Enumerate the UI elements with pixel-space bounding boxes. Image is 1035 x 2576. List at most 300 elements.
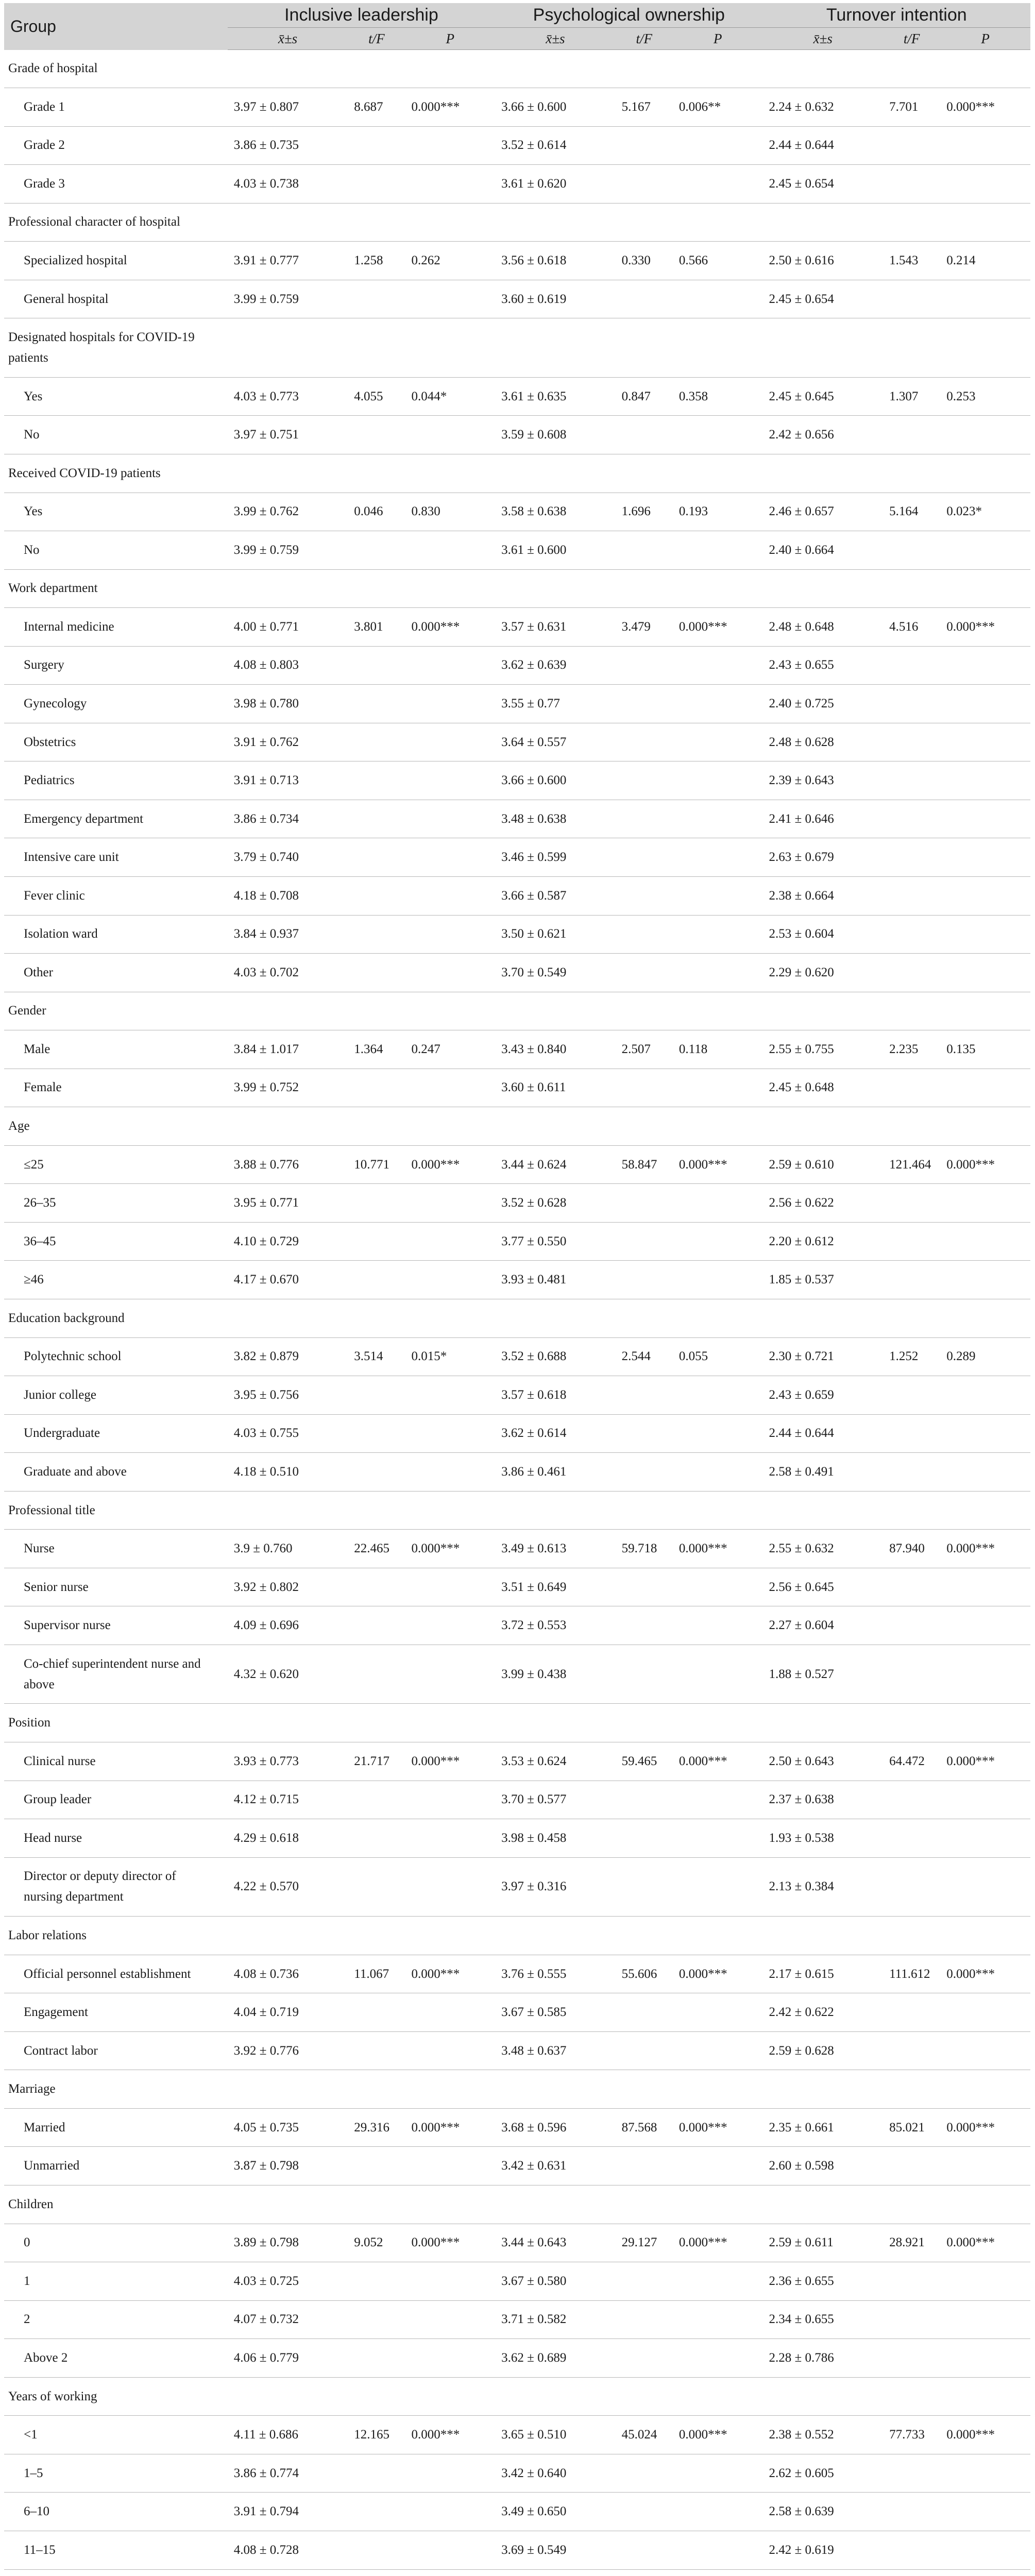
table-row [4,1819,1030,1858]
empty-cell [763,1107,884,1146]
row-label: 6–10 [4,2493,228,2531]
p-value-cell [405,1069,495,1107]
p-value-cell [673,126,763,165]
mean-sd-cell: 4.04 ± 0.719 [228,1993,348,2032]
inclusive-leadership-header: Inclusive leadership [228,3,495,28]
t-f-cell [348,1261,405,1299]
empty-cell [495,203,616,242]
p-value-cell [405,1414,495,1453]
table-row [4,1414,1030,1453]
t-f-cell [883,1857,940,1917]
p-value-cell [940,1568,1030,1606]
mean-sd-cell: 3.44 ± 0.643 [495,2224,616,2262]
mean-sd-cell: 2.44 ± 0.644 [763,126,884,165]
p-header: P [405,28,495,50]
category-row [4,1107,1030,1146]
t-f-cell [348,126,405,165]
p-value-cell [940,685,1030,723]
empty-cell [883,1917,940,1955]
mean-sd-cell: 4.08 ± 0.803 [228,646,348,685]
empty-cell [495,1491,616,1530]
p-value-cell [940,1222,1030,1261]
table-row [4,1069,1030,1107]
t-f-cell: 1.252 [883,1337,940,1376]
mean-sd-cell: 3.72 ± 0.553 [495,1606,616,1645]
empty-cell [228,569,348,608]
row-label: 1 [4,2262,228,2301]
mean-sd-cell: 2.34 ± 0.655 [763,2300,884,2339]
t-f-cell [883,531,940,570]
p-value-cell [940,2031,1030,2070]
mean-sd-cell: 3.62 ± 0.689 [495,2339,616,2378]
category-row [4,1299,1030,1338]
mean-sd-cell: 3.97 ± 0.807 [228,88,348,127]
mean-sd-cell: 2.63 ± 0.679 [763,838,884,877]
t-f-cell [348,954,405,992]
empty-cell [940,318,1030,378]
t-f-cell: 9.052 [348,2224,405,2262]
row-label: Yes [4,377,228,416]
row-label: Male [4,1030,228,1069]
table-row [4,2147,1030,2185]
empty-cell [763,569,884,608]
mean-sd-cell: 3.59 ± 0.608 [495,416,616,454]
empty-cell [883,1299,940,1338]
p-value-cell [673,2147,763,2185]
table-row [4,2031,1030,2070]
p-value-cell [405,2339,495,2378]
p-value-cell: 0.566 [673,242,763,280]
mean-sd-cell: 3.70 ± 0.577 [495,1781,616,1819]
mean-sd-cell: 3.71 ± 0.582 [495,2300,616,2339]
t-f-cell [616,723,673,761]
mean-sd-cell: 2.20 ± 0.612 [763,1222,884,1261]
mean-sd-cell: 3.50 ± 0.621 [495,915,616,954]
row-label: Internal medicine [4,608,228,647]
mean-sd-header: x̄±s [228,28,348,50]
table-row [4,1222,1030,1261]
t-f-cell [883,915,940,954]
row-label: ≤25 [4,1145,228,1184]
mean-sd-cell: 3.92 ± 0.776 [228,2031,348,2070]
t-f-cell [616,876,673,915]
t-f-cell: 121.464 [883,1145,940,1184]
t-f-cell [616,1568,673,1606]
p-value-cell: 0.000*** [940,608,1030,647]
empty-cell [616,203,673,242]
empty-cell [405,992,495,1030]
row-label: Engagement [4,1993,228,2032]
category-label: Professional character of hospital [4,203,228,242]
empty-cell [940,1491,1030,1530]
empty-cell [495,2377,616,2416]
table-row [4,1337,1030,1376]
t-f-cell [348,1069,405,1107]
table-header [4,3,1030,50]
p-value-cell [673,2262,763,2301]
row-label: ≥46 [4,1261,228,1299]
p-value-cell: 0.000*** [673,608,763,647]
t-f-cell [348,1376,405,1415]
p-value-cell [673,800,763,838]
mean-sd-cell: 3.62 ± 0.614 [495,1414,616,1453]
p-value-cell: 0.000*** [673,1955,763,1993]
empty-cell [228,1704,348,1742]
mean-sd-cell: 3.66 ± 0.600 [495,761,616,800]
t-f-cell: 59.465 [616,1742,673,1781]
empty-cell [495,569,616,608]
p-value-cell [673,1645,763,1704]
mean-sd-cell: 2.38 ± 0.664 [763,876,884,915]
p-value-cell: 0.358 [673,377,763,416]
t-f-cell: 8.687 [348,88,405,127]
mean-sd-cell: 2.36 ± 0.655 [763,2262,884,2301]
p-value-cell [405,1222,495,1261]
t-f-cell [883,2147,940,2185]
p-value-cell [940,1453,1030,1492]
mean-sd-cell: 3.91 ± 0.777 [228,242,348,280]
p-value-cell [405,2031,495,2070]
t-f-cell [616,2454,673,2493]
row-label: 36–45 [4,1222,228,1261]
t-f-cell [883,876,940,915]
mean-sd-cell: 2.37 ± 0.638 [763,1781,884,1819]
t-f-cell [616,1453,673,1492]
empty-cell [495,1299,616,1338]
row-label: Surgery [4,646,228,685]
mean-sd-cell: 3.76 ± 0.555 [495,1955,616,1993]
row-label: Polytechnic school [4,1337,228,1376]
t-f-cell: 4.516 [883,608,940,647]
t-f-cell [883,1184,940,1223]
row-label: No [4,416,228,454]
p-value-cell [673,2031,763,2070]
row-label: Grade 2 [4,126,228,165]
t-f-cell [883,723,940,761]
t-f-cell: 87.940 [883,1530,940,1568]
t-f-cell [616,2339,673,2378]
p-value-cell [940,2531,1030,2569]
table-row [4,2454,1030,2493]
p-value-cell: 0.000*** [940,2224,1030,2262]
p-value-cell [405,838,495,877]
category-row [4,1917,1030,1955]
p-value-cell: 0.000*** [673,2108,763,2147]
p-value-cell [940,838,1030,877]
empty-cell [616,1917,673,1955]
t-f-cell: 58.847 [616,1145,673,1184]
mean-sd-cell: 3.46 ± 0.599 [495,838,616,877]
t-f-cell [348,1993,405,2032]
table-row [4,1030,1030,1069]
table-row [4,1645,1030,1704]
p-value-cell [940,1819,1030,1858]
mean-sd-cell: 3.62 ± 0.639 [495,646,616,685]
category-label: Professional title [4,1491,228,1530]
table-row [4,165,1030,204]
p-value-cell [405,416,495,454]
p-value-cell [940,2339,1030,2378]
p-value-cell: 0.247 [405,1030,495,1069]
mean-sd-cell: 2.30 ± 0.721 [763,1337,884,1376]
table-body [4,50,1030,2576]
category-row [4,569,1030,608]
p-value-cell [940,800,1030,838]
mean-sd-cell: 4.09 ± 0.696 [228,1606,348,1645]
mean-sd-cell: 3.86 ± 0.461 [495,1453,616,1492]
t-f-cell [616,1606,673,1645]
mean-sd-cell: 3.58 ± 0.638 [495,493,616,531]
mean-sd-cell: 4.03 ± 0.725 [228,2262,348,2301]
mean-sd-cell: 2.29 ± 0.620 [763,954,884,992]
empty-cell [883,1107,940,1146]
mean-sd-cell: 3.43 ± 0.840 [495,1030,616,1069]
empty-cell [616,1704,673,1742]
t-f-cell: 1.696 [616,493,673,531]
mean-sd-cell: 3.53 ± 0.624 [495,1742,616,1781]
p-value-cell [405,1819,495,1858]
mean-sd-cell: 3.87 ± 0.798 [228,2147,348,2185]
empty-cell [763,203,884,242]
empty-cell [763,2377,884,2416]
p-value-cell [405,876,495,915]
p-value-cell [405,2454,495,2493]
mean-sd-cell: 3.93 ± 0.481 [495,1261,616,1299]
category-label: Years of working [4,2377,228,2416]
empty-cell [883,992,940,1030]
empty-cell [405,2185,495,2224]
mean-sd-cell: 3.66 ± 0.587 [495,876,616,915]
p-value-cell: 0.015* [405,1337,495,1376]
t-f-header: t/F [883,28,940,50]
t-f-cell [883,2569,940,2576]
empty-cell [940,2185,1030,2224]
empty-cell [763,1704,884,1742]
p-value-cell [940,1781,1030,1819]
t-f-cell: 5.164 [883,493,940,531]
t-f-cell: 2.235 [883,1030,940,1069]
mean-sd-cell: 3.86 ± 0.735 [228,126,348,165]
t-f-cell: 55.606 [616,1955,673,1993]
mean-sd-cell: 3.98 ± 0.458 [495,1819,616,1858]
empty-cell [763,992,884,1030]
table-row [4,2224,1030,2262]
mean-sd-cell: 3.93 ± 0.773 [228,1742,348,1781]
p-value-cell: 0.000*** [405,1530,495,1568]
p-value-cell [940,2569,1030,2576]
p-value-cell [405,2531,495,2569]
t-f-cell: 2.507 [616,1030,673,1069]
row-label: Emergency department [4,800,228,838]
p-value-cell [673,280,763,318]
empty-cell [228,2185,348,2224]
empty-cell [405,203,495,242]
t-f-cell [883,1819,940,1858]
t-f-cell: 59.718 [616,1530,673,1568]
mean-sd-cell: 2.55 ± 0.632 [763,1530,884,1568]
mean-sd-cell: 2.45 ± 0.654 [763,280,884,318]
empty-cell [673,2185,763,2224]
empty-cell [673,1299,763,1338]
category-label: Gender [4,992,228,1030]
p-value-cell [940,1993,1030,2032]
empty-cell [348,992,405,1030]
empty-cell [348,50,405,88]
t-f-cell [616,2300,673,2339]
mean-sd-cell: 2.59 ± 0.610 [763,1145,884,1184]
p-value-cell: 0.000*** [940,1530,1030,1568]
category-label: Education background [4,1299,228,1338]
table-row [4,761,1030,800]
t-f-cell: 0.046 [348,493,405,531]
t-f-cell [616,126,673,165]
p-value-cell: 0.044* [405,377,495,416]
empty-cell [348,1917,405,1955]
row-label: 2 [4,2300,228,2339]
p-value-cell [673,2454,763,2493]
empty-cell [763,1491,884,1530]
t-f-cell: 0.847 [616,377,673,416]
p-value-cell [405,1857,495,1917]
empty-cell [673,1107,763,1146]
table-row [4,126,1030,165]
p-value-cell [405,1184,495,1223]
mean-sd-cell: 3.86 ± 0.734 [228,800,348,838]
mean-sd-cell: 3.70 ± 0.549 [495,954,616,992]
category-row [4,2070,1030,2109]
table-row [4,1453,1030,1492]
t-f-cell [883,2493,940,2531]
p-value-cell [405,761,495,800]
row-label: General hospital [4,280,228,318]
empty-cell [348,1491,405,1530]
t-f-cell [883,280,940,318]
mean-sd-cell: 2.45 ± 0.645 [763,377,884,416]
mean-sd-cell: 2.58 ± 0.639 [763,2493,884,2531]
mean-sd-cell: 3.67 ± 0.585 [495,1993,616,2032]
mean-sd-cell: 3.42 ± 0.631 [495,2147,616,2185]
p-value-cell [673,1606,763,1645]
empty-cell [495,2185,616,2224]
mean-sd-cell: 2.28 ± 0.786 [763,2339,884,2378]
row-label: 0 [4,2224,228,2262]
t-f-cell [348,2493,405,2531]
mean-sd-cell: 2.44 ± 0.644 [763,1414,884,1453]
p-value-cell: 0.000*** [673,2224,763,2262]
empty-cell [673,2070,763,2109]
category-label: Labor relations [4,1917,228,1955]
empty-cell [228,992,348,1030]
category-row [4,318,1030,378]
table-row [4,1145,1030,1184]
t-f-cell [616,838,673,877]
mean-sd-cell: 4.32 ± 0.620 [228,1645,348,1704]
t-f-cell: 10.771 [348,1145,405,1184]
results-table [4,3,1030,2576]
t-f-cell [616,2493,673,2531]
empty-cell [495,992,616,1030]
t-f-cell [883,2031,940,2070]
t-f-cell [883,1261,940,1299]
row-label: Head nurse [4,1819,228,1858]
p-value-cell [405,954,495,992]
mean-sd-cell: 4.22 ± 0.570 [228,1857,348,1917]
t-f-cell: 1.307 [883,377,940,416]
empty-cell [763,318,884,378]
t-f-cell [616,165,673,204]
empty-cell [228,1917,348,1955]
t-f-cell [883,1453,940,1492]
group-column-header: Group [4,3,228,50]
mean-sd-cell: 2.43 ± 0.655 [763,646,884,685]
t-f-cell: 3.514 [348,1337,405,1376]
category-row [4,1704,1030,1742]
p-value-cell: 0.193 [673,493,763,531]
t-f-cell: 7.701 [883,88,940,127]
t-f-cell [616,685,673,723]
t-f-cell [348,685,405,723]
t-f-cell [883,1222,940,1261]
t-f-cell [883,2339,940,2378]
table-row [4,1606,1030,1645]
empty-cell [673,318,763,378]
p-value-cell: 0.000*** [673,1742,763,1781]
p-value-cell [673,876,763,915]
row-label: Female [4,1069,228,1107]
empty-cell [763,50,884,88]
t-f-cell [616,2531,673,2569]
table-row [4,2569,1030,2576]
t-f-cell [348,1819,405,1858]
table-row [4,876,1030,915]
empty-cell [405,1299,495,1338]
row-label: <1 [4,2416,228,2454]
t-f-cell [883,761,940,800]
category-label: Grade of hospital [4,50,228,88]
mean-sd-cell: 3.44 ± 0.624 [495,1145,616,1184]
mean-sd-cell: 4.12 ± 0.715 [228,1781,348,1819]
p-value-cell [940,646,1030,685]
t-f-cell: 0.330 [616,242,673,280]
p-value-cell: 0.000*** [940,1742,1030,1781]
t-f-cell: 2.544 [616,1337,673,1376]
empty-cell [495,1917,616,1955]
table-row [4,646,1030,685]
t-f-cell [616,280,673,318]
t-f-cell [616,1261,673,1299]
t-f-cell [616,761,673,800]
row-label: 11–15 [4,2531,228,2569]
t-f-header: t/F [348,28,405,50]
mean-sd-cell: 3.48 ± 0.638 [495,800,616,838]
table-row [4,838,1030,877]
row-label: Grade 3 [4,165,228,204]
mean-sd-cell: 2.41 ± 0.646 [763,800,884,838]
p-value-cell [405,800,495,838]
mean-sd-cell: 3.65 ± 0.510 [495,2416,616,2454]
p-value-cell [673,2300,763,2339]
psychological-ownership-header: Psychological ownership [495,3,762,28]
p-value-cell [405,1645,495,1704]
mean-sd-cell: 2.62 ± 0.605 [763,2454,884,2493]
p-value-cell [673,915,763,954]
p-value-cell: 0.023* [940,493,1030,531]
t-f-cell [348,915,405,954]
p-value-cell [673,2531,763,2569]
empty-cell [495,318,616,378]
t-f-cell [348,1645,405,1704]
row-label: Director or deputy director of nursing department [4,1857,228,1917]
